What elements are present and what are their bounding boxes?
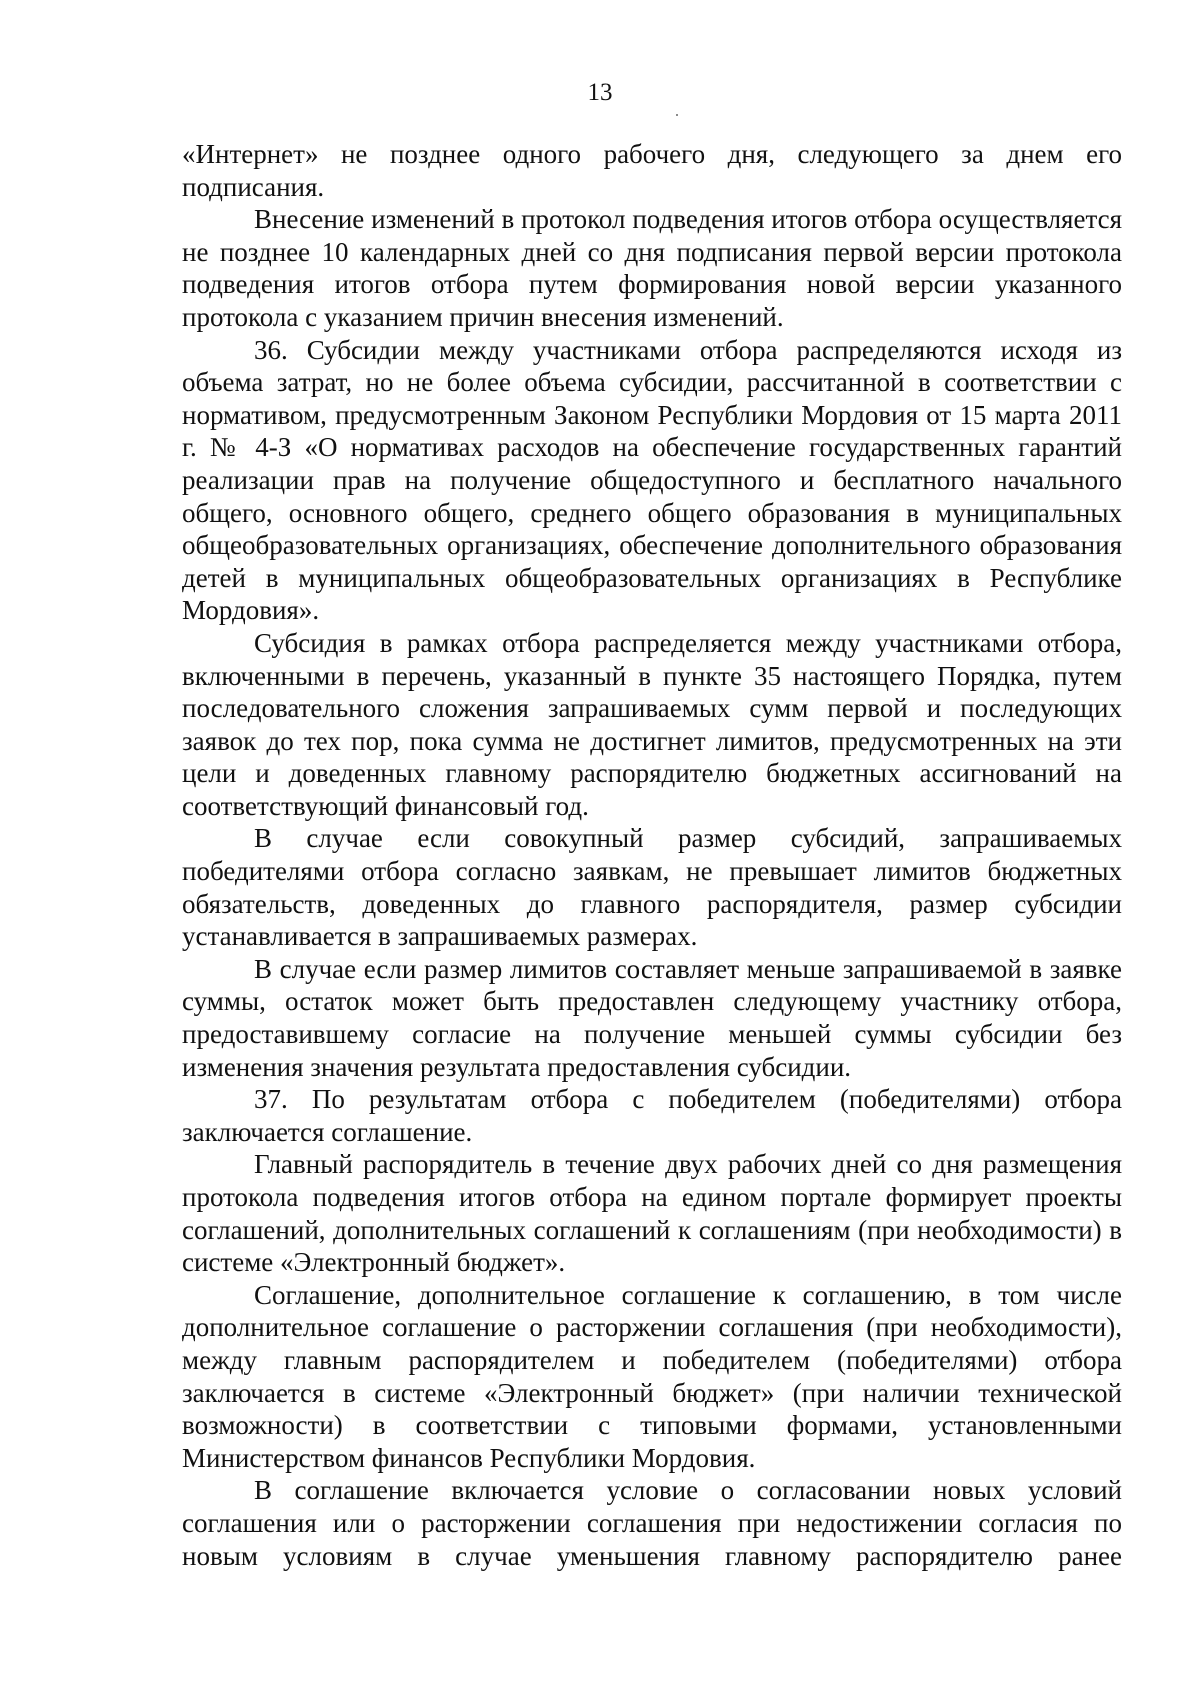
document-body (182, 138, 1122, 1572)
paragraph-9: Соглашение, дополнительное соглашение к соглашению, в том числе дополнительное соглашение о расторжении соглашения (при необходимости), между главным распорядителем и победителем (победителями) отбора заключается в системе «Электронный бюджет» (при наличии технической возможности) в соответствии с типовыми формами, установленными Министерством финансов Республики Мордовия. (182, 1279, 1122, 1473)
paragraph-10: В соглашение включается условие о согласовании новых условий соглашения или о расторжении соглашения при недостижении согласия по новым условиям в случае уменьшения главному распорядителю ранее (182, 1475, 1122, 1571)
paragraph-5: В случае если совокупный размер субсидий, запрашиваемых победителями отбора согласно заявкам, не превышает лимитов бюджетных обязательств, доведенных до главного распорядителя, размер субсидии устанавливается в запрашиваемых размерах. (182, 823, 1122, 952)
page-number: 13 (587, 79, 613, 106)
paragraph-6: В случае если размер лимитов составляет меньше запрашиваемой в заявке суммы, остаток может быть предоставлен следующему участнику отбора, предоставившему согласие на получение меньшей суммы субсидии без изменения значения результата предоставления субсидии. (182, 953, 1122, 1082)
scan-speck (676, 114, 678, 116)
paragraph-7: 37. По результатам отбора с победителем (победителями) отбора заключается соглашение. (182, 1084, 1122, 1147)
paragraph-1: «Интернет» не позднее одного рабочего дня, следующего за днем его подписания. (182, 139, 1122, 202)
paragraph-2: Внесение изменений в протокол подведения итогов отбора осуществляется не позднее 10 календарных дней со дня подписания первой версии протокола подведения итогов отбора путем формирования новой версии указанного протокола с указанием причин внесения изменений. (182, 204, 1122, 332)
paragraph-4: Субсидия в рамках отбора распределяется между участниками отбора, включенными в перечень, указанный в пункте 35 настоящего Порядка, путем последовательного сложения запрашиваемых сумм первой и последующих заявок до тех пор, пока сумма не достигнет лимитов, предусмотренных на эти цели и доведенных главному распорядителю бюджетных ассигнований на соответствующий финансовый год. (182, 627, 1122, 821)
paragraph-8: Главный распорядитель в течение двух рабочих дней со дня размещения протокола подведения итогов отбора на едином портале формирует проекты соглашений, дополнительных соглашений к соглашениям (при необходимости) в системе «Электронный бюджет». (182, 1149, 1122, 1278)
paragraph-3: 36. Субсидии между участниками отбора распределяются исходя из объема затрат, но не более объема субсидии, рассчитанной в соответствии с нормативом, предусмотренным Законом Республики Мордовия от 15 марта 2011 г. № 4-З «О нормативах расходов на обеспечение государственных гарантий реализации прав на получение общедоступного и бесплатного начального общего, основного общего, среднего общего образования в муниципальных общеобразовательных организациях, обеспечение дополнительного образования детей в муниципальных общеобразовательных организациях в Республике Мордовия». (182, 334, 1122, 626)
